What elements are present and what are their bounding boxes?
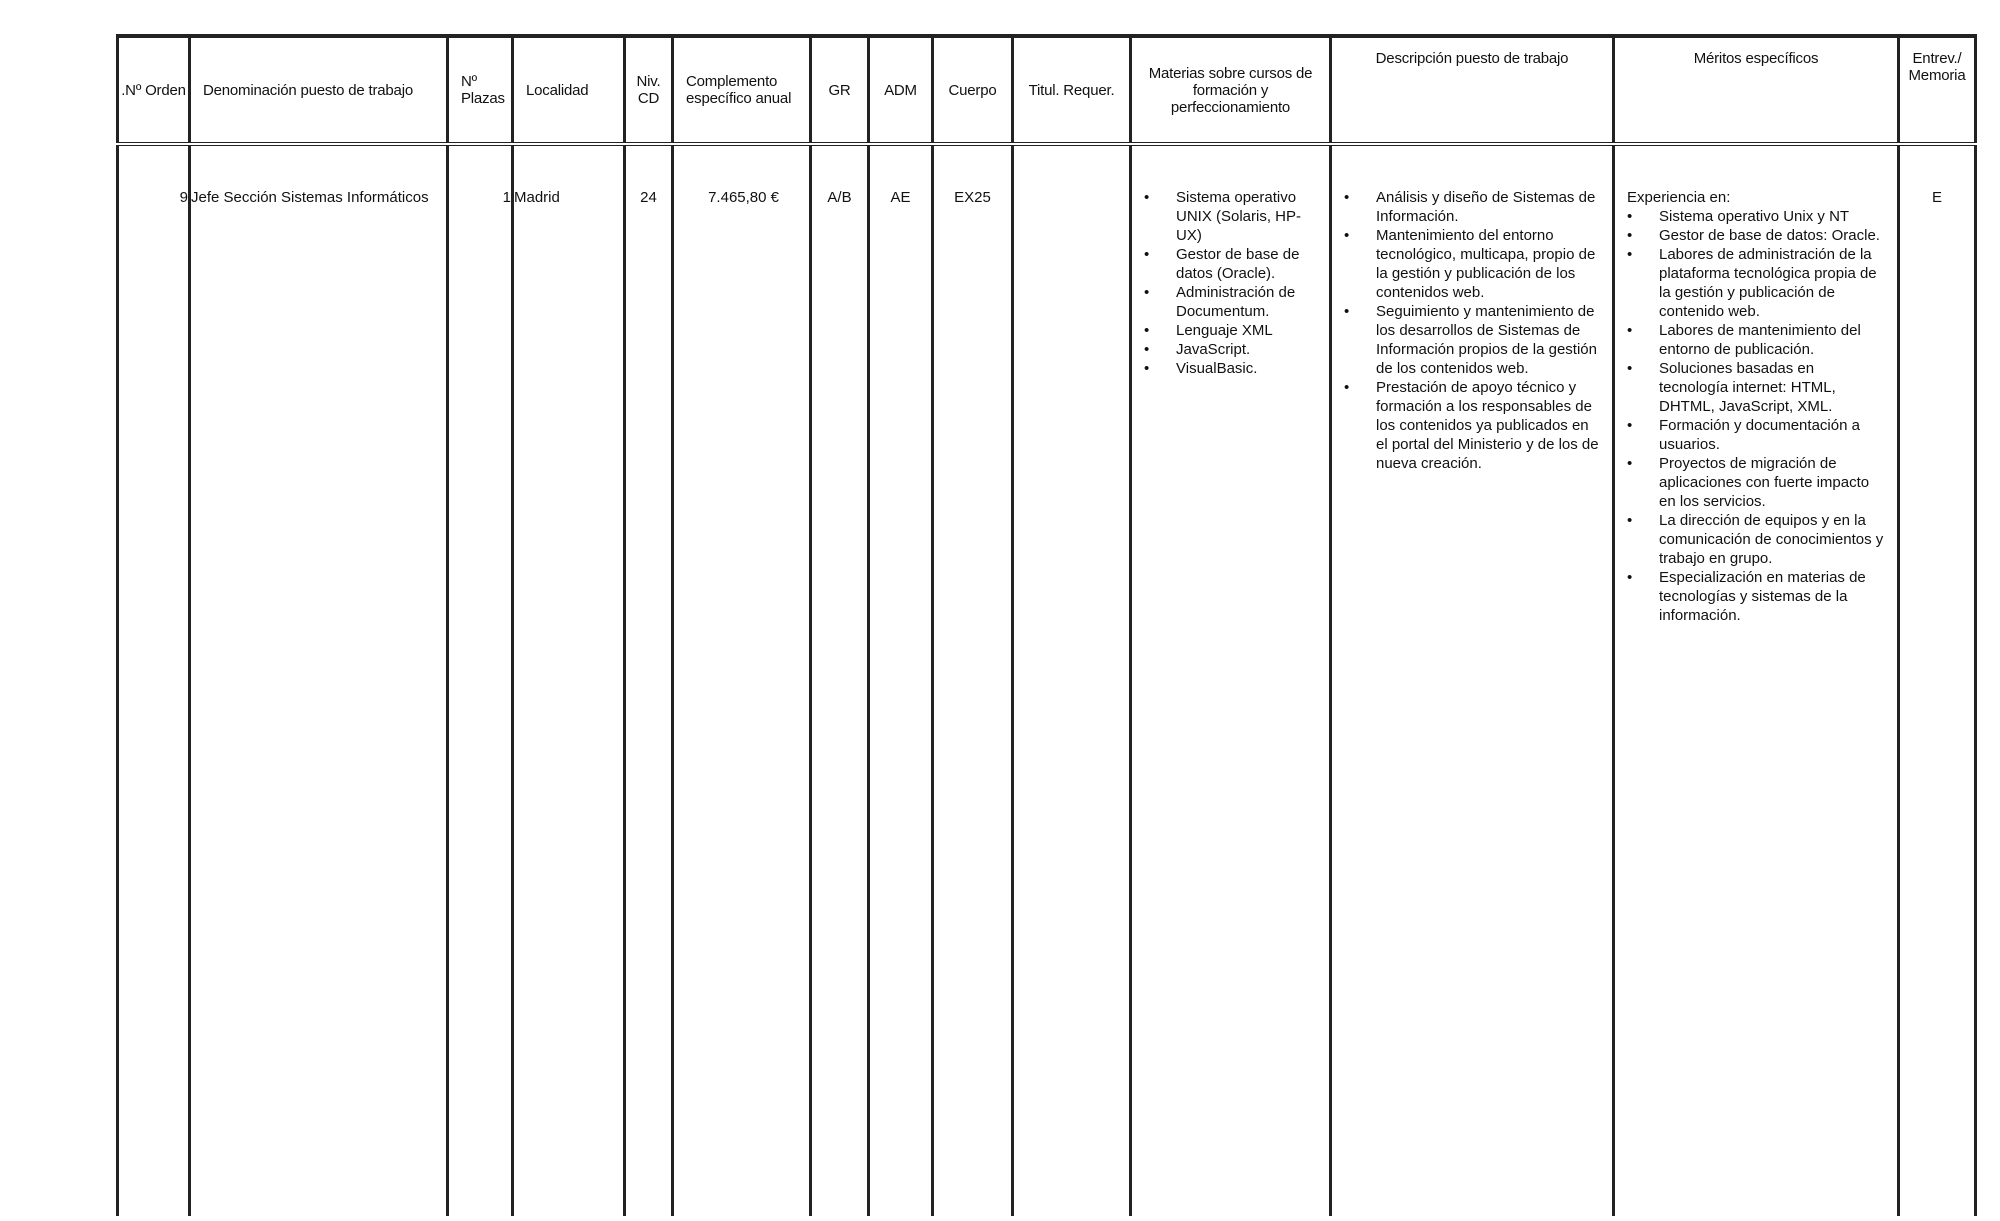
list-item: • Sistema operativo UNIX (Solaris, HP-UX) bbox=[1132, 188, 1323, 245]
header-complemento: Complemento específico anual bbox=[673, 36, 811, 144]
cell-titul bbox=[1013, 144, 1131, 1216]
list-item: • Gestor de base de datos: Oracle. bbox=[1615, 226, 1887, 245]
list-item: • Administración de Documentum. bbox=[1132, 283, 1323, 321]
meritos-intro: Experiencia en: bbox=[1627, 189, 1731, 206]
header-adm: ADM bbox=[869, 36, 933, 144]
header-denominacion: Denominación puesto de trabajo bbox=[190, 36, 448, 144]
header-row bbox=[118, 36, 1976, 144]
table-row bbox=[118, 144, 1976, 1216]
list-item: • Mantenimiento del entorno tecnológico, multicapa, propio de la gestión y publicación de los contenidos web. bbox=[1332, 226, 1602, 302]
meritos-list bbox=[1615, 207, 1887, 625]
list-item: • Lenguaje XML bbox=[1132, 321, 1323, 340]
header-descripcion: Descripción puesto de trabajo bbox=[1331, 36, 1614, 144]
cell-cuerpo: EX25 bbox=[933, 144, 1013, 1216]
header-meritos: Méritos específicos bbox=[1614, 36, 1899, 144]
cell-materias bbox=[1131, 144, 1331, 1216]
list-item: • Formación y documentación a usuarios. bbox=[1615, 416, 1887, 454]
header-nivel: Niv. CD bbox=[625, 36, 673, 144]
descripcion-list bbox=[1332, 188, 1602, 473]
cell-denominacion: Jefe Sección Sistemas Informáticos bbox=[190, 144, 448, 1216]
cell-complemento: 7.465,80 € bbox=[673, 144, 811, 1216]
cell-gr: A/B bbox=[811, 144, 869, 1216]
list-item: • Proyectos de migración de aplicaciones con fuerte impacto en los servicios. bbox=[1615, 454, 1887, 511]
cell-adm: AE bbox=[869, 144, 933, 1216]
cell-orden: 9 bbox=[118, 144, 190, 1216]
list-item: • Gestor de base de datos (Oracle). bbox=[1132, 245, 1323, 283]
list-item: • Especialización en materias de tecnologías y sistemas de la información. bbox=[1615, 568, 1887, 625]
list-item: • Labores de mantenimiento del entorno de publicación. bbox=[1615, 321, 1887, 359]
header-cuerpo: Cuerpo bbox=[933, 36, 1013, 144]
header-gr: GR bbox=[811, 36, 869, 144]
list-item: • VisualBasic. bbox=[1132, 359, 1323, 378]
list-item: • La dirección de equipos y en la comunicación de conocimientos y trabajo en grupo. bbox=[1615, 511, 1887, 568]
job-posting-table bbox=[116, 34, 1977, 1216]
header-materias: Materias sobre cursos de formación y perfeccionamiento bbox=[1131, 36, 1331, 144]
list-item: • Labores de administración de la plataforma tecnológica propia de la gestión y publicación de contenido web. bbox=[1615, 245, 1887, 321]
list-item: • Seguimiento y mantenimiento de los desarrollos de Sistemas de Información propios de la gestión de los contenidos web. bbox=[1332, 302, 1602, 378]
header-plazas: Nº Plazas bbox=[448, 36, 513, 144]
cell-entrevista: E bbox=[1899, 144, 1976, 1216]
header-entrevista: Entrev./ Memoria bbox=[1899, 36, 1976, 144]
cell-meritos bbox=[1614, 144, 1899, 1216]
header-localidad: Localidad bbox=[513, 36, 625, 144]
header-orden: .Nº Orden bbox=[118, 36, 190, 144]
list-item: • Prestación de apoyo técnico y formación a los responsables de los contenidos ya publicados en el portal del Ministerio y de los de nueva creación. bbox=[1332, 378, 1602, 473]
materias-list bbox=[1132, 188, 1323, 378]
cell-localidad: Madrid bbox=[513, 144, 625, 1216]
cell-descripcion bbox=[1331, 144, 1614, 1216]
list-item: • Análisis y diseño de Sistemas de Información. bbox=[1332, 188, 1602, 226]
cell-nivel: 24 bbox=[625, 144, 673, 1216]
cell-plazas: 1 bbox=[448, 144, 513, 1216]
job-posting-table-sheet bbox=[116, 34, 1974, 1170]
header-titul: Titul. Requer. bbox=[1013, 36, 1131, 144]
list-item: • Soluciones basadas en tecnología internet: HTML, DHTML, JavaScript, XML. bbox=[1615, 359, 1887, 416]
list-item: • Sistema operativo Unix y NT bbox=[1615, 207, 1887, 226]
list-item: • JavaScript. bbox=[1132, 340, 1323, 359]
